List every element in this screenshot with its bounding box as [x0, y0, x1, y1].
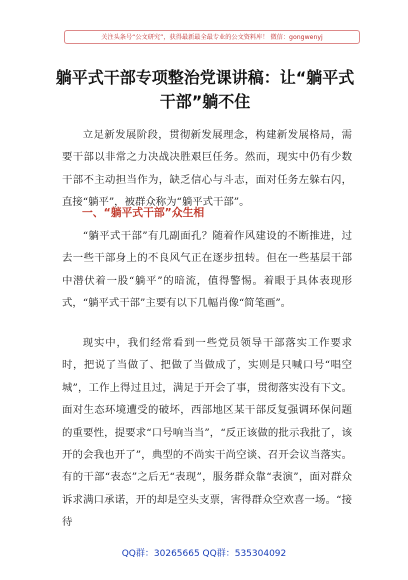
paragraph-intro: 立足新发展阶段，贯彻新发展理念，构建新发展格局，需要干部以非常之力决战决胜艰巨任务。然而，现实中仍有少数干部不主动担当作为，缺乏信心与斗志，面对任务左躲右闪，直接“躺平”，被群众称为“躺平式干部”。	[62, 129, 352, 209]
section-heading: 一、“躺平式干部”众生相	[82, 206, 205, 219]
document-title: 躺平式干部专项整治党课讲稿：让“躺平式干部”躺不住	[55, 68, 355, 111]
footer-qq-groups: QQ群：30265665 QQ群：535304092	[121, 549, 287, 559]
promo-banner: 关注头条号“公文研究”，获得最新最全最专业的公文资料库！ 微信：gongwenyj	[64, 30, 360, 44]
paragraph-reality: 现实中，我们经常看到一些党员领导干部落实工作要求时，把说了当做了、把做了当做成了，实则是只喊口号“唱空城”，工作上得过且过，满足于开会了事，贯彻落实没有下文。面对生态环境遭受的破坏，西部地区某干部反复强调环保问题的重要性，提要求“口号响当当”，“反正该做的批示我批了，该开的会我也开了”，典型的不尚实干尚空谈、召开会议当落实。有的干部“表态”之后无“表现”，服务群众靠“表演”，面对群众诉求满口承诺，开的却是空头支票，害得群众空欢喜一场。“接待	[62, 337, 352, 529]
paragraph-faces: “躺平式干部”有几副面孔？随着作风建设的不断推进，过去一些干部身上的不良风气正在逐步扭转。但在一些基层干部中潜伏着一股“躺平”的暗流，值得警惕。着眼于具体表现形式，“躺平式干部”主要有以下几幅肖像“简笔画”。	[62, 230, 352, 310]
